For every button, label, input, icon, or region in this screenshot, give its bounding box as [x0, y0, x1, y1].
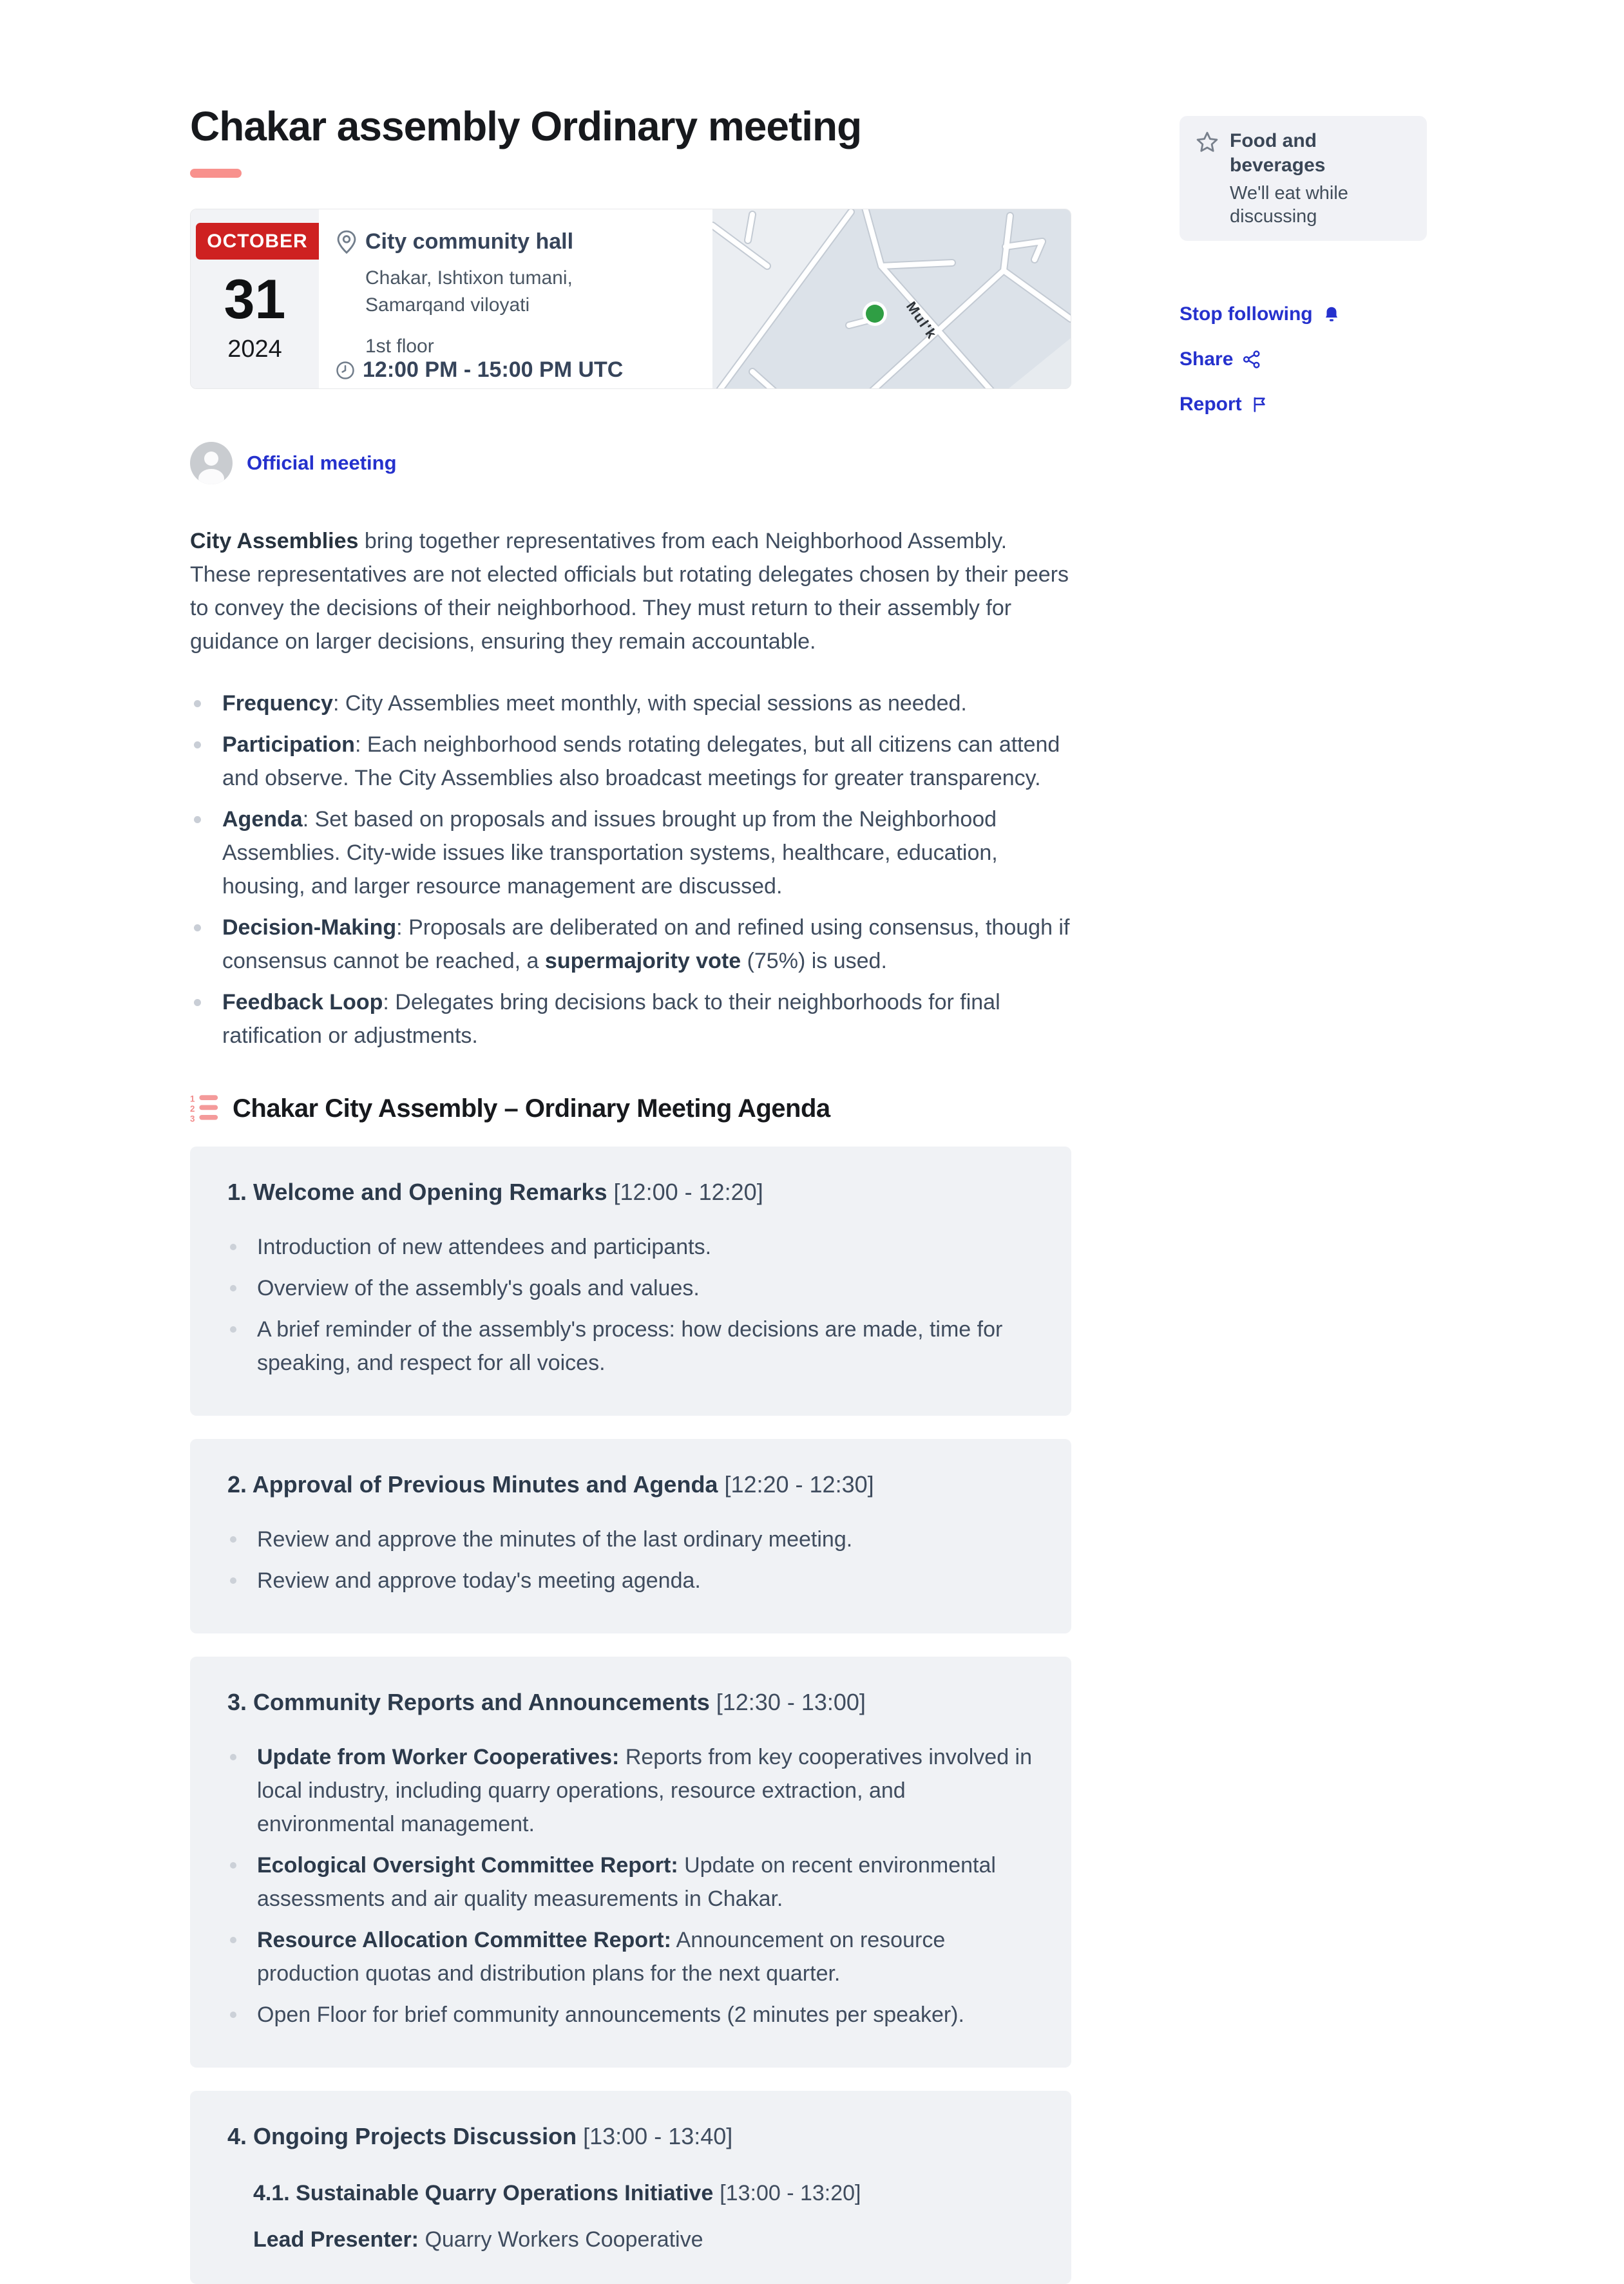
share-button[interactable]: Share — [1180, 347, 1427, 372]
sidebar-actions — [1180, 301, 1427, 417]
location-pin-icon — [336, 230, 358, 254]
page-title: Chakar assembly Ordinary meeting — [190, 103, 862, 149]
event-card — [190, 209, 1071, 389]
section-item: Introduction of new attendees and participants. — [227, 1230, 1034, 1264]
section-item: Review and approve the minutes of the last ordinary meeting. — [227, 1523, 1034, 1556]
metadata-card — [1180, 116, 1427, 241]
section-subsection-title: 4.1. Sustainable Quarry Operations Initiative [13:00 - 13:20] — [253, 2181, 861, 2205]
list-item: Participation: Each neighborhood sends rotating delegates, but all citizens can attend and observe. The City Assemblies also broadcast meetings for greater transparency. — [190, 728, 1071, 795]
section-time: [12:20 - 12:30] — [724, 1471, 874, 1498]
section-time: [12:00 - 12:20] — [613, 1179, 763, 1205]
star-icon — [1195, 130, 1219, 155]
venue-floor: 1st floor — [365, 336, 434, 357]
clock-icon — [336, 361, 355, 380]
month-badge: OCTOBER — [196, 223, 319, 260]
section-item: Review and approve today's meeting agenda. — [227, 1564, 1034, 1597]
section-item: Resource Allocation Committee Report: Announcement on resource production quotas and distribution plans for the next quarter. — [227, 1923, 1034, 1990]
list-item: Frequency: City Assemblies meet monthly, with special sessions as needed. — [190, 687, 1071, 720]
title-accent-bar — [190, 169, 242, 178]
metadata-value: We'll eat while discussing — [1230, 183, 1348, 227]
stop-following-button[interactable]: Stop following — [1180, 301, 1427, 327]
section-item: A brief reminder of the assembly's process: how decisions are made, time for speaking, and respect for all voices. — [227, 1313, 1034, 1380]
list-item: Feedback Loop: Delegates bring decisions back to their neighborhoods for final ratification or adjustments. — [190, 985, 1071, 1052]
venue-name: City community hall — [365, 229, 574, 254]
date-panel — [191, 209, 319, 388]
section-title: 3. Community Reports and Announcements — [227, 1689, 710, 1715]
flag-icon — [1251, 395, 1269, 414]
avatar — [190, 442, 233, 484]
bell-icon — [1322, 305, 1341, 324]
svg-text:2: 2 — [190, 1103, 195, 1114]
intro-lead: City Assemblies — [190, 529, 359, 553]
report-button[interactable]: Report — [1180, 392, 1427, 417]
list-item: Decision-Making: Proposals are deliberated on and refined using consensus, though if consensus cannot be reached, a supermajority vote (75%) is used. — [190, 911, 1071, 978]
year-label: 2024 — [227, 336, 282, 363]
share-icon — [1242, 350, 1261, 369]
intro-rest: bring together representatives from each Neighborhood Assembly. These representatives are not elected officials but rotating delegates chosen by their peers to convey the decisions of their neighborhood. They must return to their assembly for guidance on larger decisions, ensuring they remain accountable. — [190, 529, 1069, 654]
list-item: Agenda: Set based on proposals and issues brought up from the Neighborhood Assemblies. City-wide issues like transportation systems, healthcare, education, housing, and larger resource management are discussed. — [190, 803, 1071, 903]
day-number: 31 — [224, 269, 286, 330]
map-region[interactable] — [712, 209, 1071, 388]
section-title: 2. Approval of Previous Minutes and Agenda — [227, 1471, 718, 1498]
official-meeting-label: Official meeting — [247, 452, 397, 474]
venue-address: Chakar, Ishtixon tumani, Samarqand viloyati — [365, 267, 573, 316]
metadata-label: Food and beverages — [1230, 130, 1326, 176]
agenda-heading — [190, 1094, 1071, 1123]
main-column — [190, 0, 1071, 2284]
section-item: Ecological Oversight Committee Report: Update on recent environmental assessments and air quality measurements in Chakar. — [227, 1849, 1034, 1916]
svg-text:3: 3 — [190, 1114, 195, 1123]
section-title: 4. Ongoing Projects Discussion — [227, 2123, 577, 2149]
section-item: Overview of the assembly's goals and values. — [227, 1271, 1034, 1305]
section-item: Open Floor for brief community announcements (2 minutes per speaker). — [227, 1998, 1034, 2032]
intro-paragraph — [190, 524, 1071, 658]
principles-list — [190, 687, 1071, 1052]
ordered-list-icon — [190, 1094, 220, 1123]
sidebar — [1180, 0, 1427, 2284]
agenda-section-card — [190, 1657, 1071, 2068]
section-title: 1. Welcome and Opening Remarks — [227, 1179, 607, 1205]
event-time: 12:00 PM - 15:00 PM UTC — [363, 357, 624, 382]
event-info-panel — [319, 209, 712, 388]
agenda-section-card — [190, 1147, 1071, 1416]
map-street-label: Mul'k — [903, 298, 941, 343]
official-meeting-badge[interactable] — [190, 442, 1071, 484]
section-time: [13:00 - 13:40] — [583, 2123, 733, 2149]
agenda-heading-text: Chakar City Assembly – Ordinary Meeting Agenda — [233, 1094, 830, 1123]
section-presenter: Lead Presenter: Quarry Workers Cooperative — [253, 2227, 703, 2252]
svg-text:1: 1 — [190, 1094, 195, 1104]
agenda-section-card — [190, 1439, 1071, 1633]
agenda-section-card — [190, 2091, 1071, 2284]
section-time: [12:30 - 13:00] — [716, 1689, 866, 1715]
section-item: Update from Worker Cooperatives: Reports from key cooperatives involved in local industry, including quarry operations, resource extraction, and environmental management. — [227, 1740, 1034, 1841]
